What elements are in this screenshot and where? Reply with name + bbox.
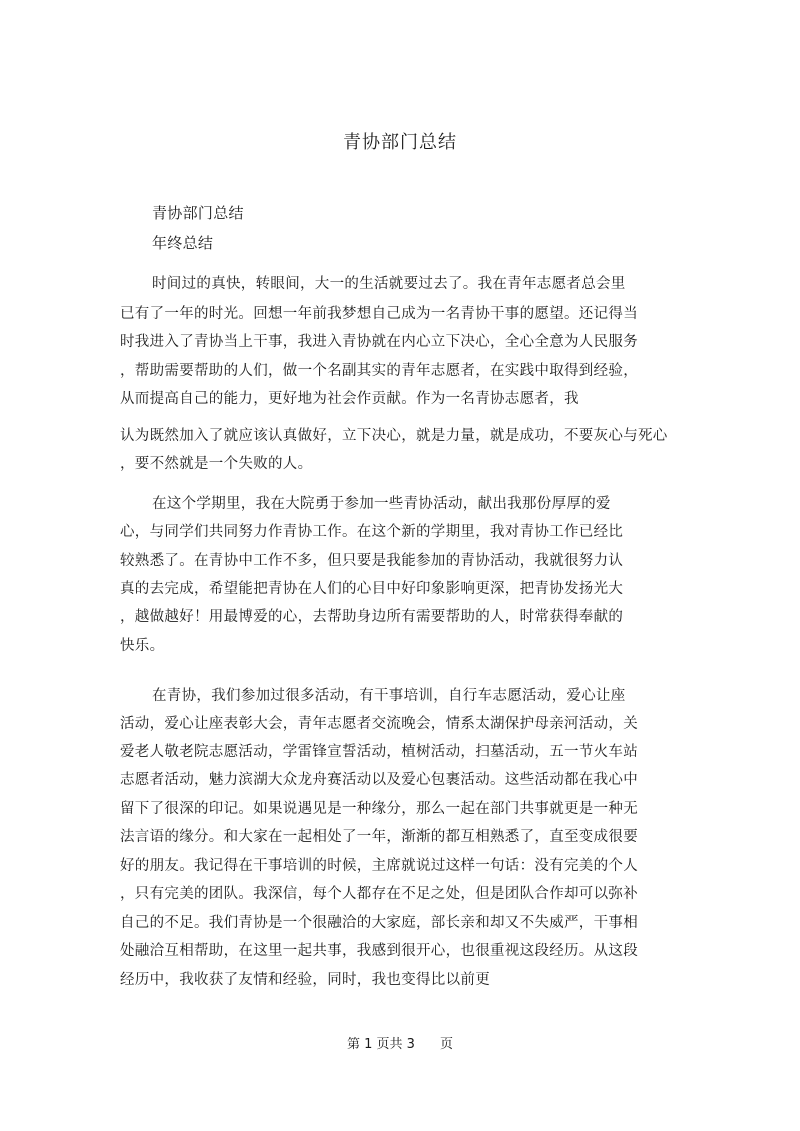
paragraph-line: 留下了很深的印记。如果说遇见是一种缘分，那么一起在部门共事就更是一种无 <box>120 801 638 817</box>
paragraph-line: ，帮助需要帮助的人们，做一个名副其实的青年志愿者，在实践中取得到经验， <box>120 363 638 379</box>
paragraph-line: ，越做越好！用最博爱的心，去帮助身边所有需要帮助的人，时常获得奉献的 <box>120 609 624 625</box>
page-title: 青协部门总结 <box>343 132 457 153</box>
paragraph-line: 认为既然加入了就应该认真做好，立下决心，就是力量，就是成功，不要灰心与死心 <box>120 428 668 444</box>
paragraph-line: 心，与同学们共同努力作青协工作。在这个新的学期里，我对青协工作已经比 <box>120 524 624 540</box>
paragraph-line: 已有了一年的时光。回想一年前我梦想自己成为一名青协干事的愿望。还记得当 <box>120 306 638 322</box>
page-footer <box>0 1033 800 1052</box>
paragraph-line: 快乐。 <box>120 638 165 654</box>
paragraph-line: 真的去完成，希望能把青协在人们的心目中好印象影响更深，把青协发扬光大 <box>120 581 624 597</box>
paragraph-line: 活动，爱心让座表彰大会，青年志愿者交流晚会，情系太湖保护母亲河活动，关 <box>120 716 638 732</box>
paragraph-line: 较熟悉了。在青协中工作不多，但只要是我能参加的青协活动，我就很努力认 <box>120 553 624 569</box>
paragraph-line: 在青协，我们参加过很多活动，有干事培训，自行车志愿活动，爱心让座 <box>152 688 626 704</box>
page-unit-label: 页 <box>440 1037 454 1052</box>
paragraph-line: 经历中，我收获了友情和经验，同时，我也变得比以前更 <box>120 972 490 988</box>
paragraph-line: 好的朋友。我记得在干事培训的时候，主席就说过这样一句话：没有完美的个人 <box>120 858 638 874</box>
subtitle-line: 年终总结 <box>152 234 214 252</box>
page-number-label: 第 1 页共 3 <box>346 1037 415 1052</box>
paragraph-line: 处融洽互相帮助，在这里一起共事，我感到很开心，也很重视这段经历。从这段 <box>120 943 638 959</box>
paragraph-line: ，只有完美的团队。我深信，每个人都存在不足之处，但是团队合作却可以弥补 <box>120 886 638 902</box>
paragraph-line: 志愿者活动，魅力滨湖大众龙舟赛活动以及爱心包裹活动。这些活动都在我心中 <box>120 772 638 788</box>
paragraph-line: 自己的不足。我们青协是一个很融洽的大家庭，部长亲和却又不失威严，干事相 <box>120 915 638 931</box>
paragraph-line: ，要不然就是一个失败的人。 <box>120 456 313 472</box>
paragraph-line: 时间过的真快，转眼间，大一的生活就要过去了。我在青年志愿者总会里 <box>152 276 626 292</box>
paragraph-line: 爱老人敬老院志愿活动，学雷锋宣誓活动，植树活动，扫墓活动，五一节火车站 <box>120 744 638 760</box>
paragraph-line: 法言语的缘分。和大家在一起相处了一年，渐渐的都互相熟悉了，直至变成很要 <box>120 829 638 845</box>
subtitle-line: 青协部门总结 <box>152 204 244 222</box>
paragraph-line: 时我进入了青协当上干事，我进入青协就在内心立下决心，全心全意为人民服务 <box>120 334 638 350</box>
paragraph-line: 在这个学期里，我在大院勇于参加一些青协活动，献出我那份厚厚的爱 <box>152 496 611 512</box>
paragraph-line: 从而提高自己的能力，更好地为社会作贡献。作为一名青协志愿者，我 <box>120 391 579 407</box>
